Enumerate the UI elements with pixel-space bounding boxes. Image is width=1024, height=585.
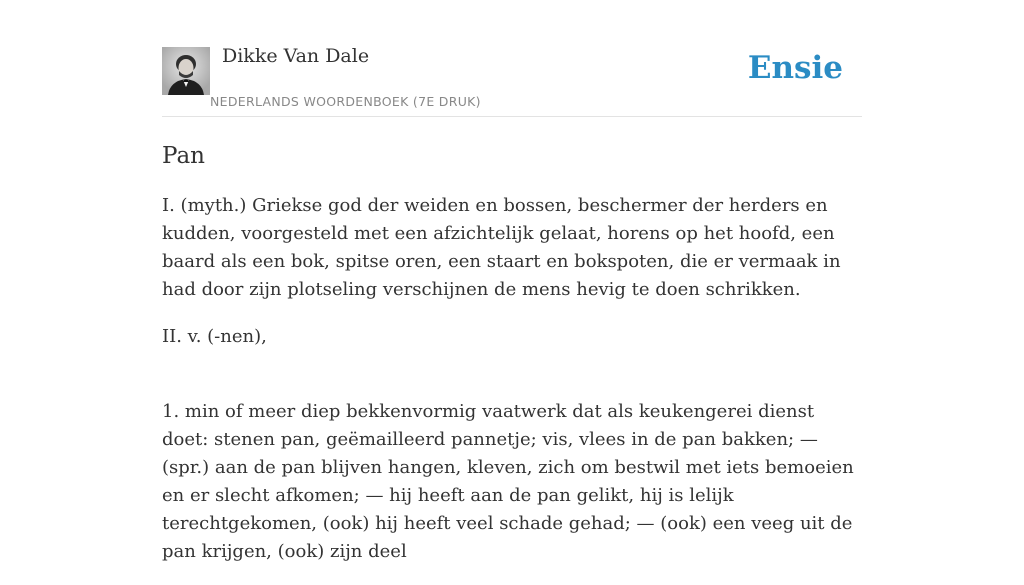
author-name-link[interactable]: Dikke Van Dale bbox=[222, 45, 370, 67]
site-header bbox=[162, 0, 862, 117]
entry-title: Pan bbox=[162, 143, 205, 169]
entry-definition bbox=[162, 192, 862, 566]
definition-sense-2-heading: II. v. (-nen), bbox=[162, 326, 267, 347]
author-portrait-icon bbox=[162, 47, 210, 95]
dictionary-subtitle: NEDERLANDS WOORDENBOEK (7E DRUK) bbox=[210, 94, 481, 109]
author-avatar[interactable] bbox=[162, 47, 210, 95]
content-container bbox=[162, 0, 862, 585]
definition-spacer bbox=[162, 370, 862, 398]
definition-sense-1: I. (myth.) Griekse god der weiden en bossen, beschermer der herders en kudden, voorgesteld met een afzichtelijk gelaat, horens op het hoofd, een baard als een bok, spitse oren, een staart en bokspoten, die er vermaak in had door zijn plotseling verschijnen de mens hevig te doen schrikken. bbox=[162, 195, 841, 300]
definition-sense-2-item-1: 1. min of meer diep bekkenvormig vaatwerk dat als keukengerei dienst doet: stenen pan, geëmailleerd pannetje; vis, vlees in de pan bakken; — (spr.) aan de pan blijven hangen, kleven, zich om bestwil met iets bemoeien en er slecht afkomen; — hij heeft aan de pan gelikt, hij is lelijk terechtgekomen, (ook) hij heeft veel schade gehad; — (ook) een veeg uit de pan krijgen, (ook) zijn deel bbox=[162, 401, 854, 562]
ensie-logo[interactable]: Ensie bbox=[747, 50, 843, 86]
